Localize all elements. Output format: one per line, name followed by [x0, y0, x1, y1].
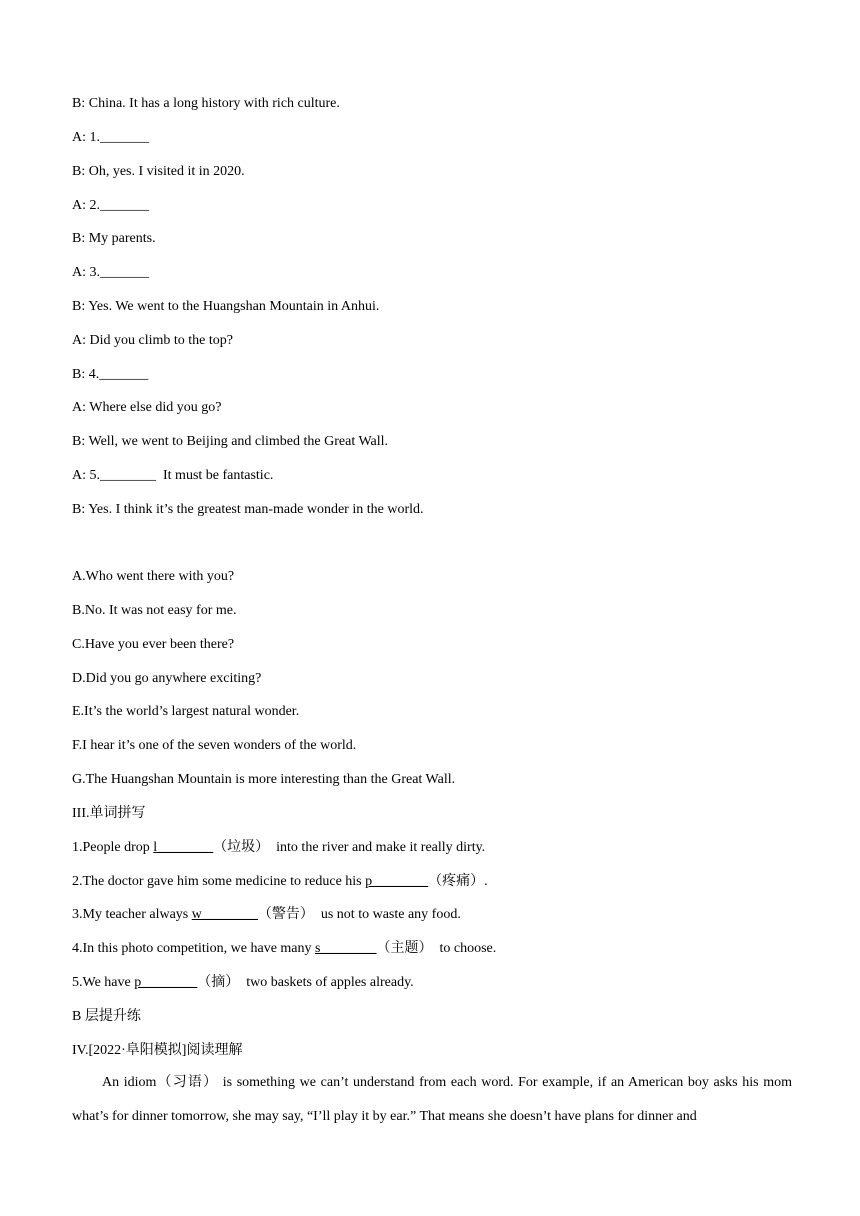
answer-blank[interactable]: _______ — [100, 265, 149, 280]
spelling-blank[interactable]: s________ — [315, 941, 377, 956]
option-item: D.Did you go anywhere exciting? — [72, 671, 262, 686]
spelling-blank[interactable]: w________ — [191, 907, 258, 922]
dialogue-line: B: My parents. — [72, 231, 156, 246]
dialogue-line: A: Where else did you go? — [72, 400, 222, 415]
dialogue-line: A: Did you climb to the top? — [72, 333, 233, 348]
spelling-item — [72, 873, 488, 891]
dialogue-text: It must be fantastic. — [156, 468, 274, 483]
dialogue-speaker: B: 4. — [72, 367, 100, 382]
spelling-hint: （垃圾） into the river and make it really dirty. — [213, 840, 486, 855]
section-heading: IV.[2022·阜阳模拟]阅读理解 — [72, 1043, 243, 1058]
option-item: G.The Huangshan Mountain is more interesting than the Great Wall. — [72, 772, 456, 787]
spelling-hint: （摘） two baskets of apples already. — [197, 975, 414, 990]
option-item: A.Who went there with you? — [72, 569, 235, 584]
dialogue-speaker: A: 2. — [72, 198, 100, 213]
option-item: E.It’s the world’s largest natural wonder. — [72, 704, 300, 719]
dialogue-line — [72, 366, 148, 384]
spelling-hint: （主题） to choose. — [376, 941, 497, 956]
dialogue-line: B: Oh, yes. I visited it in 2020. — [72, 164, 245, 179]
spelling-item — [72, 839, 485, 857]
dialogue-line — [72, 264, 149, 282]
answer-blank[interactable]: _______ — [99, 367, 149, 382]
dialogue-speaker: A: 1. — [72, 130, 100, 145]
spelling-prompt: 1.People drop — [72, 840, 154, 855]
spelling-prompt: 2.The doctor gave him some medicine to reduce his — [72, 874, 366, 889]
dialogue-line: B: Yes. I think it’s the greatest man-made wonder in the world. — [72, 502, 424, 517]
option-item: C.Have you ever been there? — [72, 637, 235, 652]
spelling-prompt: 4.In this photo competition, we have many — [72, 941, 316, 956]
dialogue-line: B: Well, we went to Beijing and climbed the Great Wall. — [72, 434, 389, 449]
dialogue-speaker: A: 3. — [72, 265, 100, 280]
spelling-blank[interactable]: p________ — [134, 975, 198, 990]
answer-blank[interactable]: _______ — [100, 198, 149, 213]
spelling-prompt: 3.My teacher always — [72, 907, 192, 922]
dialogue-line — [72, 129, 149, 147]
dialogue-line — [72, 197, 149, 215]
dialogue-line — [72, 467, 273, 485]
option-item: B.No. It was not easy for me. — [72, 603, 237, 618]
spelling-blank[interactable]: l________ — [153, 840, 214, 855]
spelling-item — [72, 974, 414, 992]
section-heading: B 层提升练 — [72, 1009, 141, 1024]
spelling-hint: （警告） us not to waste any food. — [257, 907, 461, 922]
dialogue-speaker: A: 5. — [72, 468, 100, 483]
dialogue-line: B: China. It has a long history with rich culture. — [72, 96, 340, 111]
section-heading: III.单词拼写 — [72, 806, 146, 821]
spelling-item — [72, 940, 496, 958]
option-item: F.I hear it’s one of the seven wonders of the world. — [72, 738, 357, 753]
answer-blank[interactable]: _______ — [100, 130, 149, 145]
dialogue-line: B: Yes. We went to the Huangshan Mountain in Anhui. — [72, 299, 380, 314]
spelling-blank[interactable]: p________ — [365, 874, 429, 889]
answer-blank[interactable]: ________ — [100, 468, 156, 483]
spelling-prompt: 5.We have — [72, 975, 135, 990]
spelling-hint: （疼痛）. — [428, 874, 488, 889]
spelling-item — [72, 906, 461, 924]
reading-paragraph: An idiom（习语） is something we can’t understand from each word. For example, if an American boy asks his mom what’s for dinner tomorrow, she may say, “I’ll play it by ear.” That means she doesn’t have plans for dinner and — [72, 1075, 792, 1124]
